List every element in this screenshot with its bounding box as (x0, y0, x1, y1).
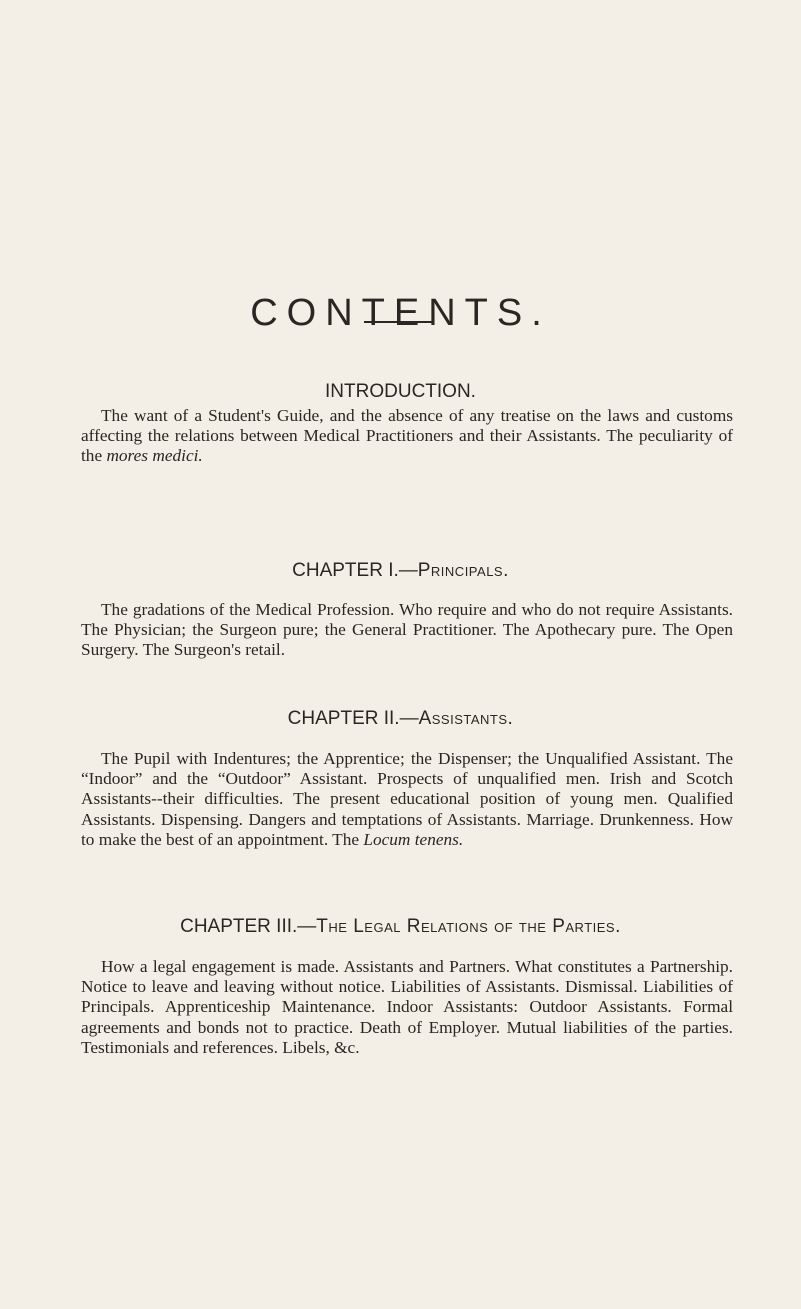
chapter-2-title: Assistants. (418, 708, 514, 729)
chapter-3-summary: How a legal engagement is made. Assistants and Partners. What constitutes a Partnership. Notice to leave and leaving without notice. Liabilities of Assistants. Dismissal. Liabilities of Principals. Apprenticeship Maintenance. Indoor Assistants: Outdoor Assistants. Formal agreements and bonds not to practice. Death of Employer. Mutual liabilities of the parties. Testimonials and references. Libels, &c. (81, 957, 733, 1057)
title-divider (364, 321, 434, 323)
chapter-2-dash: — (399, 708, 419, 729)
chapter-1-summary: The gradations of the Medical Profession. Who require and who do not require Assistants. The Physician; the Surgeon pure; the General Practitioner. The Apothecary pure. The Open Surgery. The Surgeon's retail. (81, 600, 733, 660)
introduction-summary (81, 406, 733, 467)
chapter-3-dash: — (297, 916, 317, 937)
chapter-3-heading (0, 916, 801, 938)
chapter-2-label: CHAPTER II. (287, 708, 400, 729)
chapter-2-heading (0, 708, 801, 730)
chapter-3-title: The Legal Relations of the Parties. (316, 916, 621, 937)
chapter-1-title: Principals. (417, 560, 509, 581)
chapter-1-label: CHAPTER I. (292, 560, 399, 581)
chapter-3-label: CHAPTER III. (180, 916, 298, 937)
chapter-2-italic: Locum tenens. (363, 829, 464, 849)
introduction-text: The want of a Student's Guide, and the absence of any treatise on the laws and customs affecting the relations between Medical Practitioners and their Assistants. The peculiarity of the (81, 406, 733, 466)
chapter-2-summary (81, 749, 733, 850)
chapter-2-text: The Pupil with Indentures; the Apprentice; the Dispenser; the Unqualified Assistant. The “Indoor” and the “Outdoor” Assistant. Prospects of unqualified men. Irish and Scotch Assistants--their difficulties. The present educational position of young men. Qualified Assistants. Dispensing. Dangers and temptations of Assistants. Marriage. Drunkenness. How to make the best of an appointment. The (81, 749, 733, 849)
chapter-1-heading (0, 560, 801, 582)
page-title: CONTENTS. (250, 292, 551, 335)
introduction-heading: INTRODUCTION. (325, 380, 476, 402)
introduction-italic: mores medici. (106, 446, 203, 466)
chapter-1-dash: — (398, 560, 418, 581)
